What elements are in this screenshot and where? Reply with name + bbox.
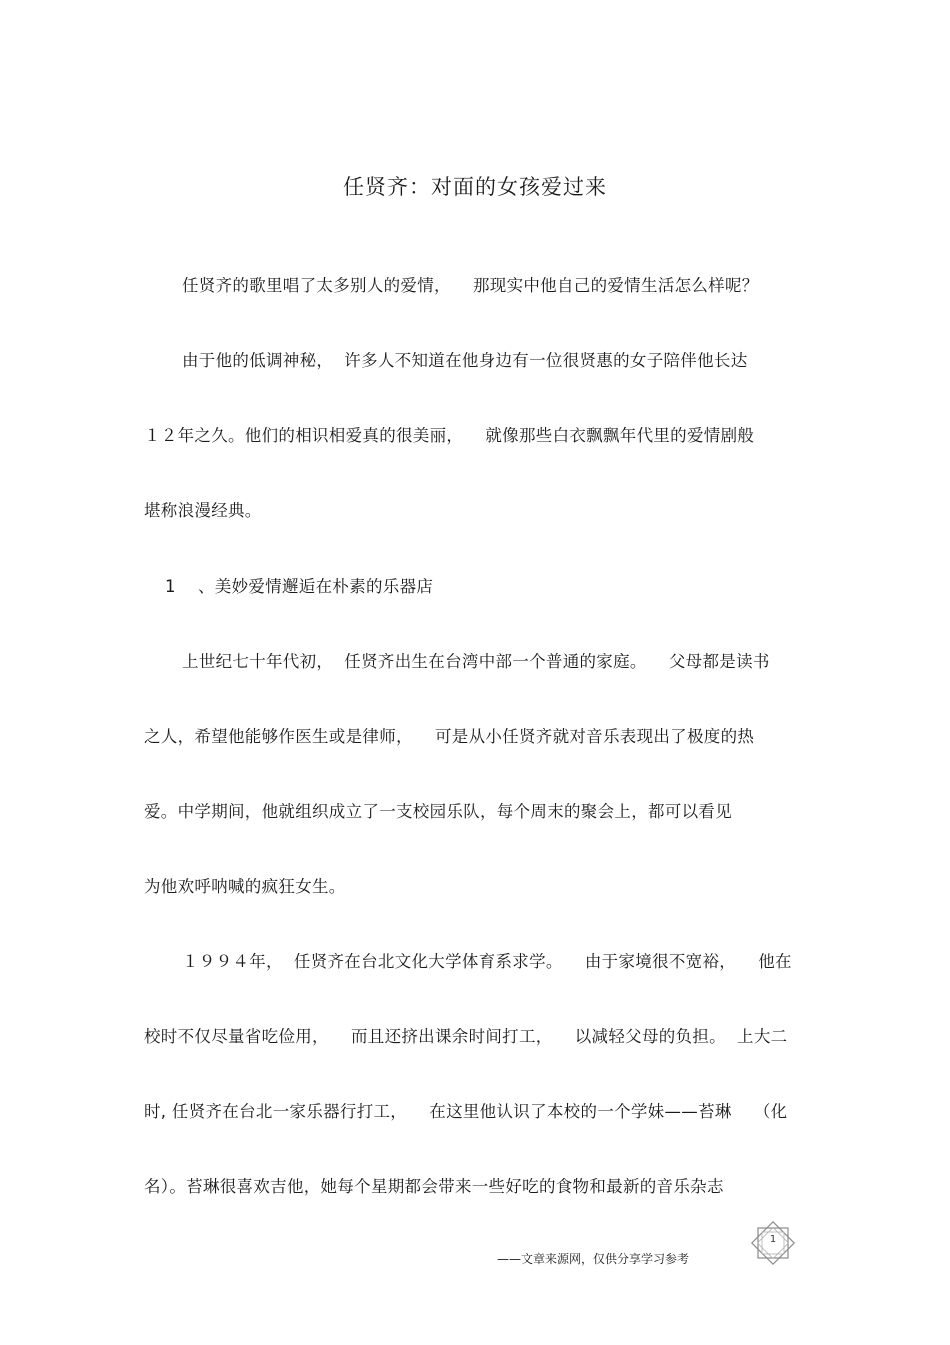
paragraph-line: 为他欢呼呐喊的疯狂女生。 (144, 877, 346, 896)
page-number-badge (748, 1218, 798, 1268)
paragraph-line: 时, 任贤齐在台北一家乐器行打工， 在这里他认识了本校的一个学妹——苔琳 （化 (144, 1102, 788, 1121)
paragraph-line: １９９４年， 任贤齐在台北文化大学体育系求学。 由于家境很不宽裕， 他在 (182, 952, 792, 971)
paragraph-line: 上世纪七十年代初， 任贤齐出生在台湾中部一个普通的家庭。 父母都是读书 (182, 652, 770, 671)
document-title: 任贤齐：对面的女孩爱过来 (343, 175, 607, 199)
paragraph-line: 堪称浪漫经典。 (144, 501, 262, 520)
paragraph-line: 名）。苔琳很喜欢吉他，她每个星期都会带来一些好吃的食物和最新的音乐杂志 (144, 1177, 724, 1196)
paragraph-line: １２年之久。他们的相识相爱真的很美丽， 就像那些白衣飘飘年代里的爱情剧般 (144, 426, 755, 445)
footer-source-note: ——文章来源网，仅供分享学习参考 (497, 1252, 690, 1266)
section-heading: 1 、美妙爱情邂逅在朴素的乐器店 (165, 577, 434, 596)
paragraph-line: 爱。中学期间，他就组织成立了一支校园乐队，每个周末的聚会上，都可以看见 (144, 802, 732, 821)
paragraph-line: 之人，希望他能够作医生或是律师， 可是从小任贤齐就对音乐表现出了极度的热 (144, 727, 755, 746)
paragraph-line: 校时不仅尽量省吃俭用， 而且还挤出课余时间打工， 以减轻父母的负担。 上大二 (144, 1027, 788, 1046)
page-number: 1 (769, 1234, 777, 1245)
paragraph-line: 由于他的低调神秘， 许多人不知道在他身边有一位很贤惠的女子陪伴他长达 (182, 351, 748, 370)
paragraph-line: 任贤齐的歌里唱了太多别人的爱情， 那现实中他自己的爱情生活怎么样呢？ (182, 276, 759, 295)
